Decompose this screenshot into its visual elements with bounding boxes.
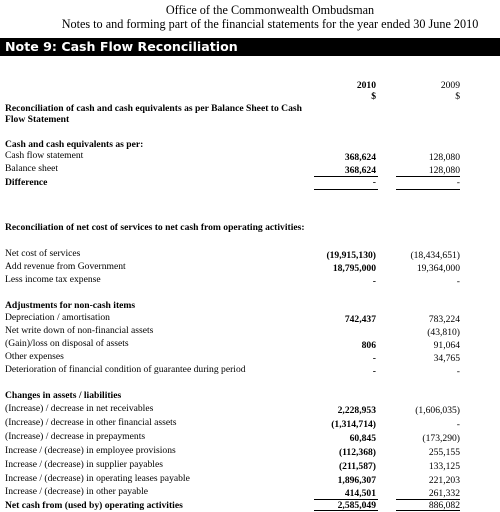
row-value-2009: (1,606,035) [415, 405, 460, 416]
row-value-2009: - [456, 276, 460, 287]
row-value-2010: (1,314,714) [331, 419, 376, 430]
row-label: Net cost of services [5, 248, 81, 259]
row-label: Net write down of non-financial assets [5, 325, 154, 336]
row-value-2010: - [372, 366, 376, 377]
row-value-2009: 128,080 [428, 152, 460, 163]
row-label: Depreciation / amortisation [5, 312, 110, 323]
col-unit-2009: $ [455, 91, 460, 102]
row-value-2009: 34,765 [433, 353, 460, 364]
rule-line [396, 510, 460, 511]
col-header-2009: 2009 [440, 80, 460, 91]
row-label: Add revenue from Government [5, 261, 126, 272]
org-name: Office of the Commonwealth Ombudsman [165, 3, 375, 17]
row-value-2010: (211,587) [338, 461, 376, 472]
section1-subheading: Cash and cash equivalents as per: [5, 139, 144, 150]
row-label: Less income tax expense [5, 274, 101, 285]
row-value-2009: 783,224 [428, 314, 460, 325]
row-value-2010: 1,896,307 [337, 475, 376, 486]
row-value-2010: - [372, 353, 376, 364]
note-title-bar [0, 38, 500, 56]
rule-line [314, 189, 378, 190]
section4-heading: Changes in assets / liabilities [5, 390, 122, 401]
row-label: (Increase) / decrease in net receivables [5, 403, 154, 414]
row-value-2009: 128,080 [428, 165, 460, 176]
row-value-2010: 368,624 [344, 152, 376, 163]
row-value-2009: 221,203 [428, 475, 460, 486]
row-value-2010: 2,228,953 [337, 405, 376, 416]
col-unit-2010: $ [371, 91, 376, 102]
rule-line [396, 176, 460, 177]
document-subtitle: Notes to and forming part of the financial statements for the year ended 30 June 2010 [61, 17, 479, 31]
row-value-2009: 133,125 [428, 461, 460, 472]
row-label: (Increase) / decrease in other financial assets [5, 417, 177, 428]
difference-label: Difference [5, 177, 48, 188]
row-value-2010: - [372, 276, 376, 287]
row-value-2010: (112,368) [338, 447, 376, 458]
total-value-2009: 886,082 [428, 500, 460, 511]
row-value-2010: 742,437 [344, 314, 376, 325]
difference-value-2009: - [456, 177, 460, 188]
row-value-2009: (43,810) [427, 327, 460, 338]
section2-heading: Reconciliation of net cost of services to net cash from operating activities: [5, 222, 305, 233]
row-value-2009: (173,290) [422, 433, 460, 444]
row-label: Increase / (decrease) in supplier payables [5, 459, 163, 470]
row-value-2010: 806 [361, 340, 376, 351]
row-label: Cash flow statement [5, 150, 84, 161]
note-title: Note 9: Cash Flow Reconciliation [5, 39, 238, 54]
row-label: Deterioration of financial condition of guarantee during period [5, 364, 246, 375]
row-value-2010: 60,845 [349, 433, 376, 444]
row-value-2009: 261,332 [428, 488, 460, 499]
row-label: Increase / (decrease) in operating leases payable [5, 473, 190, 484]
col-header-2010: 2010 [356, 80, 376, 91]
row-value-2009: (18,434,651) [410, 250, 460, 261]
row-label: Other expenses [5, 351, 64, 362]
row-value-2010: 18,795,000 [332, 263, 376, 274]
total-label: Net cash from (used by) operating activities [5, 500, 183, 511]
row-label: (Gain)/loss on disposal of assets [5, 338, 129, 349]
row-value-2009: 91,064 [433, 340, 460, 351]
row-label: (Increase) / decrease in prepayments [5, 431, 146, 442]
row-value-2009: 255,155 [428, 447, 460, 458]
difference-value-2010: - [372, 177, 376, 188]
row-value-2009: - [456, 419, 460, 430]
rule-line [314, 176, 378, 177]
rule-line [396, 189, 460, 190]
section1-heading-line1: Reconciliation of cash and cash equivalents as per Balance Sheet to Cash [5, 103, 302, 114]
section1-heading-line2: Flow Statement [5, 114, 70, 125]
total-value-2010: 2,585,049 [337, 500, 376, 511]
row-label: Increase / (decrease) in employee provisions [5, 445, 176, 456]
row-value-2009: 19,364,000 [416, 263, 460, 274]
rule-line [314, 510, 378, 511]
row-label: Balance sheet [5, 163, 59, 174]
row-value-2009: - [456, 366, 460, 377]
section3-heading: Adjustments for non-cash items [5, 300, 136, 311]
row-value-2010: 414,501 [344, 488, 376, 499]
row-value-2010: (19,915,130) [326, 250, 376, 261]
row-value-2010: 368,624 [344, 165, 376, 176]
row-label: Increase / (decrease) in other payable [5, 486, 149, 497]
